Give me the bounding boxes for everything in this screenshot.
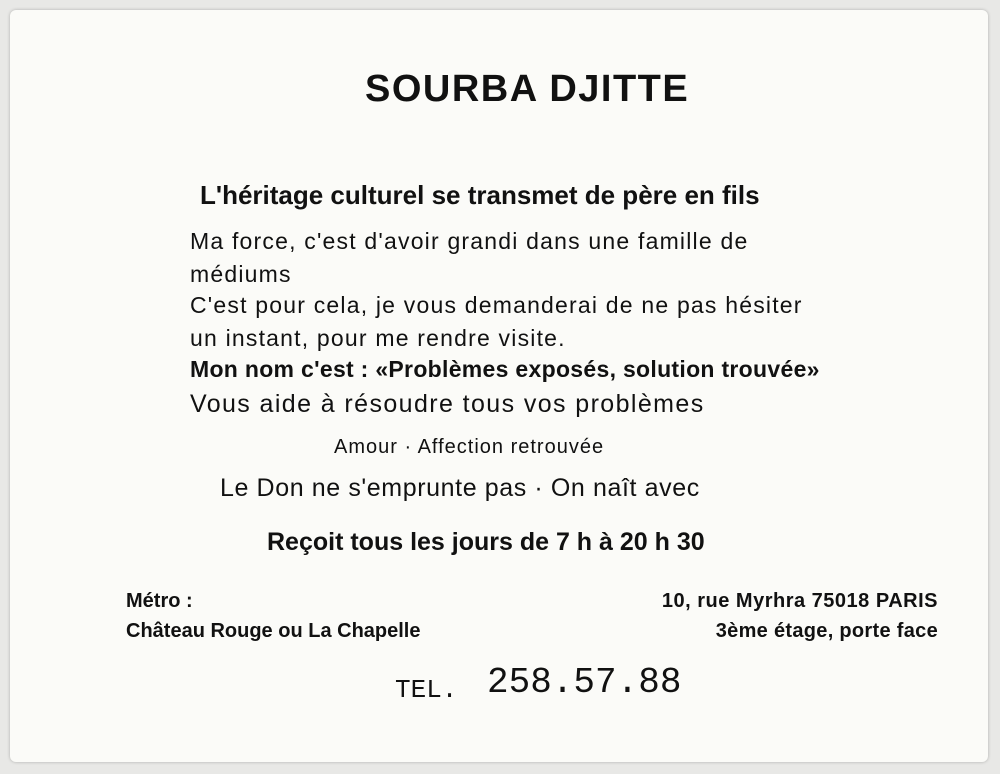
tel-label: TEL. bbox=[395, 675, 458, 705]
body-line: C'est pour cela, je vous demanderai de ne pas hésiter bbox=[190, 292, 803, 318]
card-name: SOURBA DJITTE bbox=[365, 68, 690, 110]
tel-number: 258.57.88 bbox=[487, 662, 682, 703]
don-line: Le Don ne s'emprunte pas · On naît avec bbox=[220, 474, 700, 502]
body-line: médiums bbox=[190, 261, 292, 287]
body-line: Vous aide à résoudre tous vos problèmes bbox=[190, 390, 705, 418]
metro-stations: Château Rouge ou La Chapelle bbox=[126, 620, 421, 642]
body-line: un instant, pour me rendre visite. bbox=[190, 325, 566, 351]
motto-line: Mon nom c'est : «Problèmes exposés, solution trouvée» bbox=[190, 356, 820, 382]
opening-hours: Reçoit tous les jours de 7 h à 20 h 30 bbox=[267, 528, 705, 556]
body-line: Ma force, c'est d'avoir grandi dans une famille de bbox=[190, 228, 749, 254]
heritage-headline: L'héritage culturel se transmet de père en fils bbox=[200, 180, 760, 210]
amour-line: Amour · Affection retrouvée bbox=[334, 436, 605, 458]
metro-label: Métro : bbox=[126, 590, 193, 612]
floor-info: 3ème étage, porte face bbox=[715, 620, 938, 642]
street-address: 10, rue Myrhra 75018 PARIS bbox=[661, 590, 938, 612]
business-card bbox=[10, 10, 988, 762]
